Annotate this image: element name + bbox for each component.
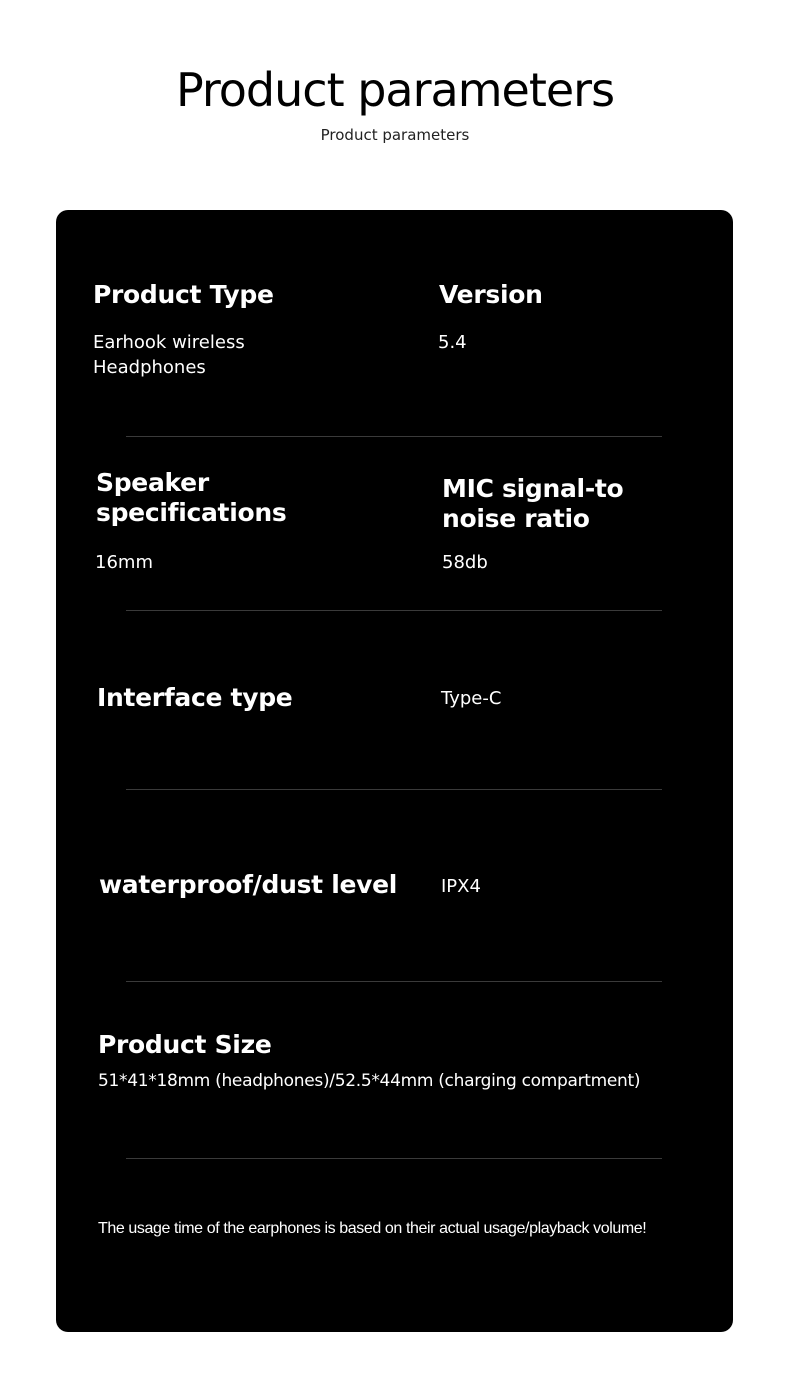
product-type-value-line1: Earhook wireless — [93, 332, 245, 353]
speaker-label-line2: specifications — [96, 498, 287, 527]
divider — [126, 1158, 662, 1159]
divider — [126, 436, 662, 437]
waterproof-label: waterproof/dust level — [99, 870, 398, 899]
speaker-value: 16mm — [95, 552, 153, 573]
product-size-label: Product Size — [98, 1030, 272, 1059]
mic-label-line1: MIC signal-to — [442, 474, 624, 503]
page-title: Product parameters — [175, 63, 615, 117]
product-type-label: Product Type — [93, 280, 274, 309]
divider — [126, 610, 662, 611]
waterproof-value: IPX4 — [441, 876, 481, 897]
version-value: 5.4 — [438, 332, 467, 353]
page-subtitle: Product parameters — [320, 126, 470, 144]
interface-value: Type-C — [441, 688, 502, 709]
product-type-value-line2: Headphones — [93, 357, 206, 378]
speaker-label-line1: Speaker — [96, 468, 209, 497]
spec-panel — [56, 210, 733, 1332]
mic-value: 58db — [442, 552, 488, 573]
usage-note: The usage time of the earphones is based on their actual usage/playback volume! — [98, 1220, 647, 1237]
divider — [126, 789, 662, 790]
product-size-value: 51*41*18mm (headphones)/52.5*44mm (charging compartment) — [98, 1071, 641, 1091]
mic-label-line2: noise ratio — [442, 504, 590, 533]
interface-label: Interface type — [97, 683, 293, 712]
divider — [126, 981, 662, 982]
version-label: Version — [439, 280, 543, 309]
